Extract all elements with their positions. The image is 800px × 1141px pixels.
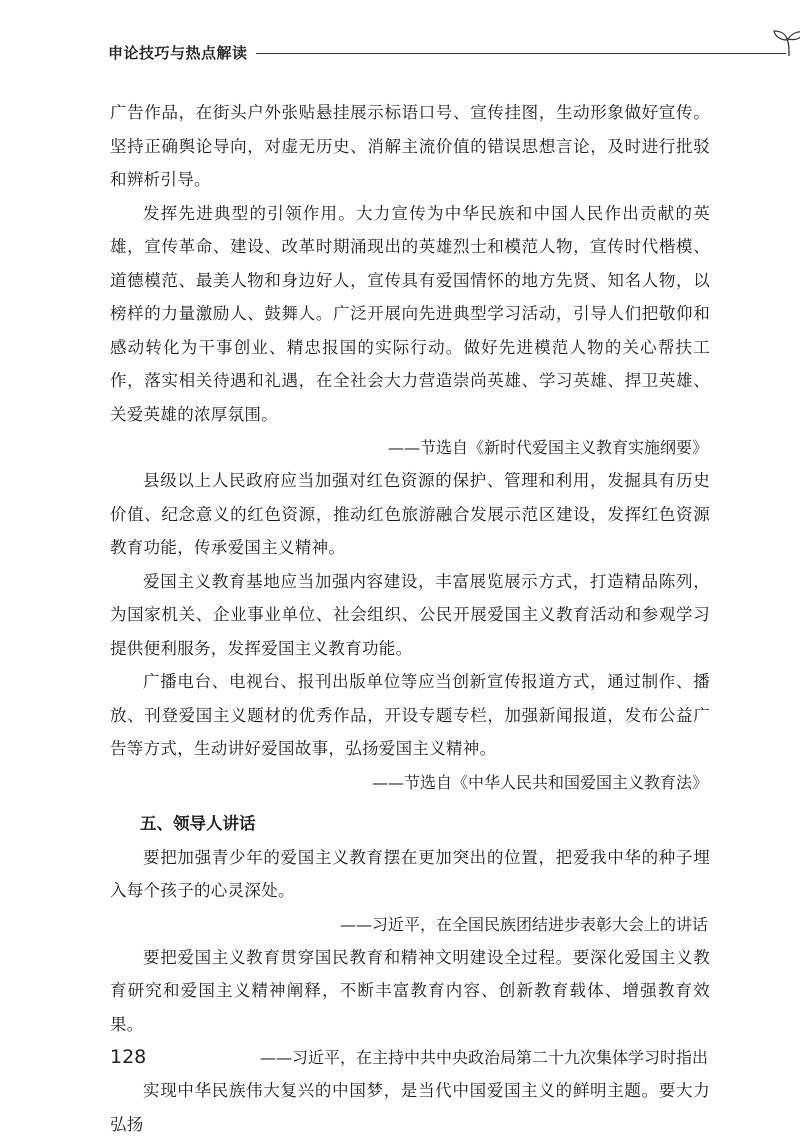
header-title: 申论技巧与热点解读 — [108, 44, 248, 62]
body-paragraph: 要把爱国主义教育贯穿国民教育和精神文明建设全过程。要深化爱国主义教育研究和爱国主义精神阐释，不断丰富教育内容、创新教育载体、增强教育效果。 — [110, 947, 710, 1034]
source-attribution: ——节选自《新时代爱国主义教育实施纲要》 — [387, 438, 708, 457]
body-paragraph: 实现中华民族伟大复兴的中国梦，是当代中国爱国主义的鲜明主题。要大力弘扬 — [110, 1081, 710, 1134]
section-spacer — [110, 799, 710, 807]
page-number: 128 — [110, 1046, 147, 1068]
header-rule — [256, 53, 786, 54]
body-paragraph: 要把加强青少年的爱国主义教育摆在更加突出的位置，把爱我中华的种子埋入每个孩子的心灵深处。 — [110, 847, 710, 900]
body-paragraph: 爱国主义教育基地应当加强内容建设，丰富展览展示方式，打造精品陈列，为国家机关、企业事业单位、社会组织、公民开展爱国主义教育活动和参观学习提供便利服务，发挥爱国主义教育功能。 — [110, 571, 710, 658]
source-attribution: ——习近平，在全国民族团结进步表彰大会上的讲话 — [339, 914, 708, 934]
source-attribution: ——节选自《中华人民共和国爱国主义教育法》 — [371, 772, 708, 792]
body-paragraph: 发挥先进典型的引领作用。大力宣传为中华民族和中国人民作出贡献的英雄，宣传革命、建设、改革时期涌现出的英雄烈士和模范人物，宣传时代楷模、道德模范、最美人物和身边好人，宣传具有爱国情怀的地方先贤、知名人物，以榜样的力量激励人、鼓舞人。广泛开展向先进典型学习活动，引导人们把敬仰和感动转化为干事创业、精忠报国的实际行动。做好先进模范人物的关心帮扶工作，落实相关待遇和礼遇，在全社会大力营造崇尚英雄、学习英雄、捍卫英雄、关爱英雄的浓厚氛围。 — [110, 203, 710, 424]
running-header — [108, 38, 708, 64]
source-attribution: ——习近平，在主持中共中央政治局第二十九次集体学习时指出 — [259, 1048, 708, 1067]
leaf-sprout-icon — [770, 28, 800, 58]
section-heading: 五、领导人讲话 — [140, 813, 256, 833]
body-paragraph: 县级以上人民政府应当加强对红色资源的保护、管理和利用，发掘具有历史价值、纪念意义的红色资源，推动红色旅游融合发展示范区建设，发挥红色资源教育功能，传承爱国主义精神。 — [110, 471, 710, 557]
page-body — [110, 96, 710, 1141]
body-paragraph: 广播电台、电视台、报刊出版单位等应当创新宣传报道方式，通过制作、播放、刊登爱国主义题材的优秀作品，开设专题专栏，加强新闻报道，发布公益广告等方式，生动讲好爱国故事，弘扬爱国主义精神。 — [110, 672, 710, 758]
body-paragraph: 广告作品，在街头户外张贴悬挂展示标语口号、宣传挂图，生动形象做好宣传。坚持正确舆论导向，对虚无历史、消解主流价值的错误思想言论，及时进行批驳和辨析引导。 — [110, 103, 710, 189]
